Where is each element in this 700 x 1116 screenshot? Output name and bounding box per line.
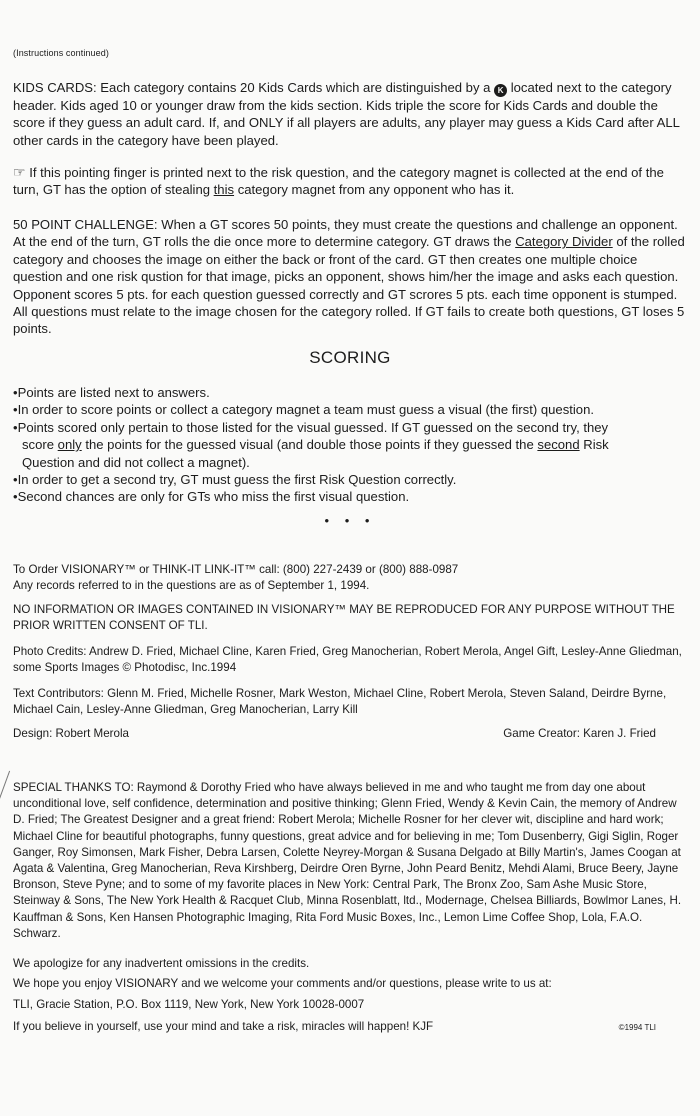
- text-contributors: Text Contributors: Glenn M. Fried, Michelle Rosner, Mark Weston, Michael Cline, Robert Merola, Steven Saland, Deirdre Byrne, Michael Cain, Lesley-Anne Gliedman, Greg Manocherian, Larry Kill: [13, 687, 667, 717]
- records-line: Any records referred to in the questions are as of September 1, 1994.: [13, 579, 370, 593]
- order-line: To Order VISIONARY™ or THINK-IT LINK-IT™ call: (800) 227-2439 or (800) 888-0987: [13, 563, 459, 576]
- closing-row: [13, 1019, 689, 1036]
- kids-cards-paragraph: KIDS CARDS: Each category contains 20 Kids Cards which are distinguished by a K located next to the category header. Kids aged 10 or younger draw from the kids section. Kids triple the score for Kids Cards and double the score if they guess an adult card. If, and ONLY if all players are adults, any player may guess a Kids Card after ALL other cards in the category have been played.: [13, 80, 680, 148]
- pointing-finger-paragraph: ☞ If this pointing finger is printed next to the risk question, and the category magnet is collected at the end of the turn, GT has the option of stealing this category magnet from any opponent who has it.: [13, 164, 664, 198]
- scoring-bullet-2: •In order to score points or collect a category magnet a team must guess a visual (the first) question.: [13, 402, 594, 418]
- scoring-bullet-3c: Question and did not collect a magnet).: [22, 454, 250, 470]
- continued-label: (Instructions continued): [13, 48, 109, 58]
- scoring-bullet-5: •Second chances are only for GTs who miss the first visual question.: [13, 489, 410, 505]
- apology-line: We apologize for any inadvertent omissions in the credits.: [13, 957, 310, 970]
- scoring-bullet-1: •Points are listed next to answers.: [13, 385, 210, 400]
- photo-credits: Photo Credits: Andrew D. Fried, Michael Cline, Karen Fried, Greg Manocherian, Robert Merola, Angel Gift, Lesley-Anne Gliedman, some Sports Images © Photodisc, Inc.1994: [13, 645, 682, 675]
- challenge-paragraph: 50 POINT CHALLENGE: When a GT scores 50 points, they must create the questions and challenge an opponent. At the end of the turn, GT rolls the die once more to determine category. GT draws the Category Divider of the rolled category and chooses the image on either the back or front of the card. GT then creates one multiple choice question and one risk qustion for that image, picks an opponent, shows him/her the image and asks each question. Opponent scores 5 pts. for each question guessed correctly and GT scrores 5 pts. each time opponent is stumped. All questions must relate to the image chosen for the category rolled. If GT fails to create both questions, GT loses 5 points.: [13, 217, 685, 337]
- order-info: [13, 562, 689, 594]
- section-separator: • • •: [324, 513, 376, 528]
- copyright: ©1994 TLI: [618, 1023, 656, 1032]
- design-credits-row: [13, 726, 689, 742]
- pointing-finger-icon: ☞: [13, 164, 26, 180]
- reproduction-notice: NO INFORMATION OR IMAGES CONTAINED IN VISIONARY™ MAY BE REPRODUCED FOR ANY PURPOSE WITHOUT THE PRIOR WRITTEN CONSENT OF TLI.: [13, 603, 675, 633]
- scoring-title: SCORING: [309, 348, 391, 367]
- scoring-bullet-4: •In order to get a second try, GT must guess the first Risk Question correctly.: [13, 472, 457, 488]
- scoring-list: [13, 384, 689, 506]
- address-line: TLI, Gracie Station, P.O. Box 1119, New York, New York 10028-0007: [13, 998, 365, 1011]
- scoring-bullet-3a: •Points scored only pertain to those listed for the visual guessed. If GT guessed on the second try, they: [13, 419, 609, 435]
- scoring-bullet-3b: score only the points for the guessed visual (and double those points if they guessed the second Risk: [22, 437, 609, 453]
- game-creator-credit: Game Creator: Karen J. Fried: [503, 727, 656, 740]
- closing-line: If you believe in yourself, use your mind and take a risk, miracles will happen! KJF: [13, 1020, 434, 1033]
- design-credit: Design: Robert Merola: [13, 727, 129, 740]
- special-thanks: SPECIAL THANKS TO: Raymond & Dorothy Fried who have always believed in me and who taught me from day one about unconditional love, self confidence, determination and positive thinking; Glenn Fried, Wendy & Kevin Cain, the memory of Andrew D. Fried; The Greatest Designer and a great friend: Robert Merola; Michelle Rosner for her clever wit, discipline and hard work; Michael Cline for beautiful photographs, funny questions, great advice and for believing in me; Tom Dusenberry, Gigi Siglin, Roger Ganger, Roy Simonsen, Mark Fisher, Debra Larsen, Colette Neyrey-Morgan & Susana Delgado at Billy Martin's, James Coogan at Agata & Valentina, Greg Manocherian, Reva Kirshberg, Deirdre Oren Byrne, John Peard Benitz, Mehdi Alami, Bruce Beery, Jayne Bronson, Steve Pyne; and to some of my favorite places in New York: Central Park, The Bronx Zoo, Sam Ashe Music Store, Steinway & Sons, The New York Health & Racquet Club, Minna Rosenblatt, ltd., Modernage, Chelsea Billiards, Bowlmor Lanes, H. Kauffman & Sons, Ken Hansen Photographic Imaging, Rita Ford Music Boxes, Inc., Lemon Lime Coffee Shop, Lola, F.A.O. Schwarz.: [13, 781, 682, 940]
- hope-line: We hope you enjoy VISIONARY and we welcome your comments and/or questions, please write to us at:: [13, 977, 552, 990]
- kids-card-k-icon: K: [494, 84, 507, 97]
- pen-mark: [0, 771, 10, 800]
